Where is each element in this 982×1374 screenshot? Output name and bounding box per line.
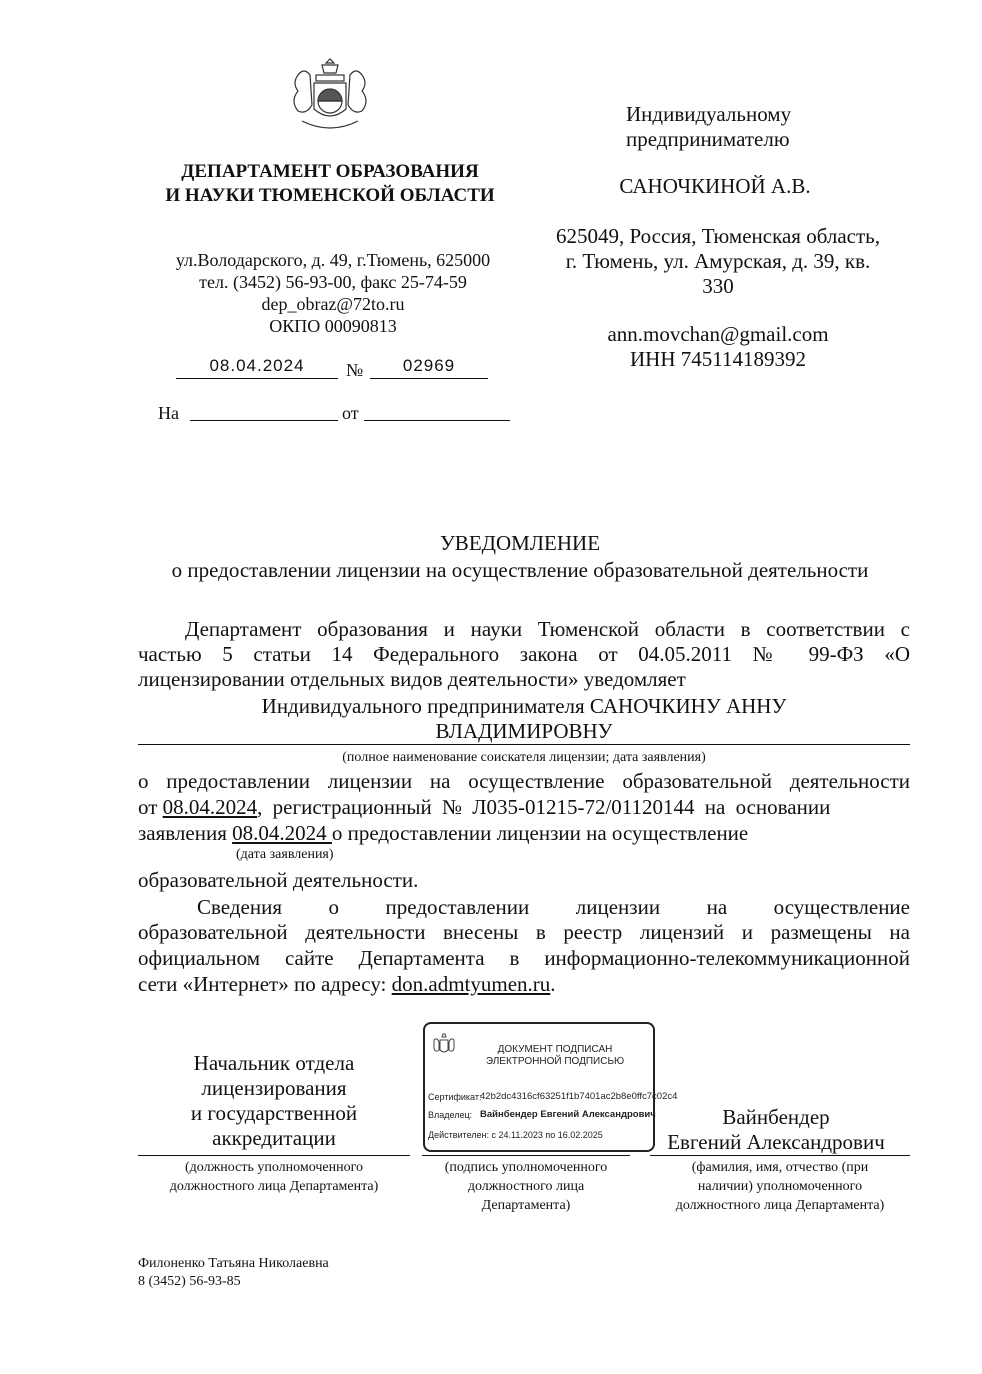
coat-of-arms-icon xyxy=(284,55,376,135)
recipient-address-line3: 330 xyxy=(702,274,734,298)
recipient-name: САНОЧКИНОЙ А.В. xyxy=(619,174,811,198)
text: заявления xyxy=(138,821,233,845)
outgoing-number: 02969 xyxy=(402,356,456,375)
sign-caption-line1: (подпись уполномоченного xyxy=(444,1160,608,1175)
date-caption: (дата заявления) xyxy=(236,847,334,862)
body-p3-line1: Сведения о предоставлении лицензии на осуществление xyxy=(197,895,910,919)
signer-surname: Вайнбендер xyxy=(722,1105,830,1129)
executor-name: Филоненко Татьяна Николаевна xyxy=(138,1256,329,1271)
applicant-line2: ВЛАДИМИРОВНУ xyxy=(435,719,613,743)
applicant-caption: (полное наименование соискателя лицензии; дата заявления) xyxy=(342,750,706,765)
body-p1-line3: лицензировании отдельных видов деятельности» уведомляет xyxy=(138,667,686,691)
sign-caption-line3: Департамента) xyxy=(481,1198,571,1213)
stamp-title-line1: ДОКУМЕНТ ПОДПИСАН xyxy=(497,1044,613,1055)
outgoing-date: 08.04.2024 xyxy=(209,356,305,375)
name-caption-line2: наличии) уполномоченного xyxy=(697,1179,863,1194)
name-caption-line1: (фамилия, имя, отчество (при xyxy=(691,1160,869,1175)
stamp-validity: Действителен: с 24.11.2023 по 16.02.2025 xyxy=(428,1130,603,1140)
position-caption-line2: должностного лица Департамента) xyxy=(169,1179,379,1194)
body-p3-line4 xyxy=(138,972,556,997)
body-p2-line3 xyxy=(138,821,748,846)
registration-text: , регистрационный № Л035-01215-72/01120144 на основании xyxy=(257,795,831,819)
org-email: dep_obraz@72to.ru xyxy=(261,294,405,314)
stamp-cert-label: Сертификат: xyxy=(428,1092,482,1102)
position-caption-line1: (должность уполномоченного xyxy=(185,1160,363,1175)
body-p1-line1: Департамент образования и науки Тюменской области в соответствии с xyxy=(185,617,910,641)
org-address: ул.Володарского, д. 49, г.Тюмень, 625000 xyxy=(175,250,491,270)
executor-phone: 8 (3452) 56-93-85 xyxy=(138,1274,241,1289)
ot-label: от xyxy=(342,403,359,423)
recipient-address-line2: г. Тюмень, ул. Амурская, д. 39, кв. xyxy=(565,249,871,273)
name-caption-line3: должностного лица Департамента) xyxy=(675,1198,885,1213)
stamp-cert-value: 42b2dc4316cf63251f1b7401ac2b8e0ffc7c02c4 xyxy=(480,1091,678,1102)
recipient-email: ann.movchan@gmail.com xyxy=(607,322,829,346)
stamp-owner-label: Владелец: xyxy=(428,1110,473,1120)
org-phone: тел. (3452) 56-93-00, факс 25-74-59 xyxy=(199,272,467,292)
position-line1: Начальник отдела xyxy=(193,1051,355,1075)
body-p2-line4: образовательной деятельности. xyxy=(138,868,419,892)
position-line4: аккредитации xyxy=(212,1126,336,1150)
body-p1-line2: частью 5 статьи 14 Федерального закона от 04.05.2011 № 99-ФЗ «О xyxy=(138,642,910,666)
document-subtitle: о предоставлении лицензии на осуществление образовательной деятельности xyxy=(171,558,869,582)
number-sign: № xyxy=(346,360,364,380)
coat-of-arms-icon xyxy=(431,1032,457,1058)
na-label: На xyxy=(158,403,179,423)
signer-name: Евгений Александрович xyxy=(667,1130,885,1154)
text: о предоставлении лицензии на осуществление xyxy=(331,821,749,845)
sign-caption-line2: должностного лица xyxy=(467,1179,585,1194)
document-title: УВЕДОМЛЕНИЕ xyxy=(439,531,601,555)
body-p2-line2 xyxy=(138,795,910,820)
recipient-inn: ИНН 745114189392 xyxy=(630,347,806,371)
license-date: 08.04.2024 xyxy=(162,795,258,819)
org-name-line1: ДЕПАРТАМЕНТ ОБРАЗОВАНИЯ xyxy=(181,161,479,182)
position-line3: и государственной xyxy=(190,1101,358,1125)
applicant-line1: Индивидуального предпринимателя САНОЧКИНУ АННУ xyxy=(261,694,787,718)
position-line2: лицензирования xyxy=(201,1076,347,1100)
stamp-owner-value: Вайнбендер Евгений Александрович xyxy=(480,1109,656,1120)
text: сети «Интернет» по адресу: xyxy=(138,972,392,996)
text: от xyxy=(138,795,158,819)
recipient-line1: Индивидуальному xyxy=(626,102,792,126)
electronic-signature-stamp xyxy=(423,1022,678,1152)
recipient-address-line1: 625049, Россия, Тюменская область, xyxy=(556,224,880,248)
org-name-line2: И НАУКИ ТЮМЕНСКОЙ ОБЛАСТИ xyxy=(165,185,495,206)
application-date: 08.04.2024 xyxy=(232,821,332,845)
website-link[interactable]: don.admtyumen.ru xyxy=(391,972,551,996)
text: . xyxy=(550,972,556,996)
recipient-line2: предпринимателю xyxy=(626,127,790,151)
body-p3-line2: образовательной деятельности внесены в реестр лицензий и размещены на xyxy=(138,920,910,944)
body-p2-line1: о предоставлении лицензии на осуществление образовательной деятельности xyxy=(138,769,910,793)
body-p3-line3: официальном сайте Департамента в информационно-телекоммуникационной xyxy=(138,946,910,970)
stamp-title-line2: ЭЛЕКТРОННОЙ ПОДПИСЬЮ xyxy=(485,1056,625,1067)
org-okpo: ОКПО 00090813 xyxy=(269,316,397,336)
